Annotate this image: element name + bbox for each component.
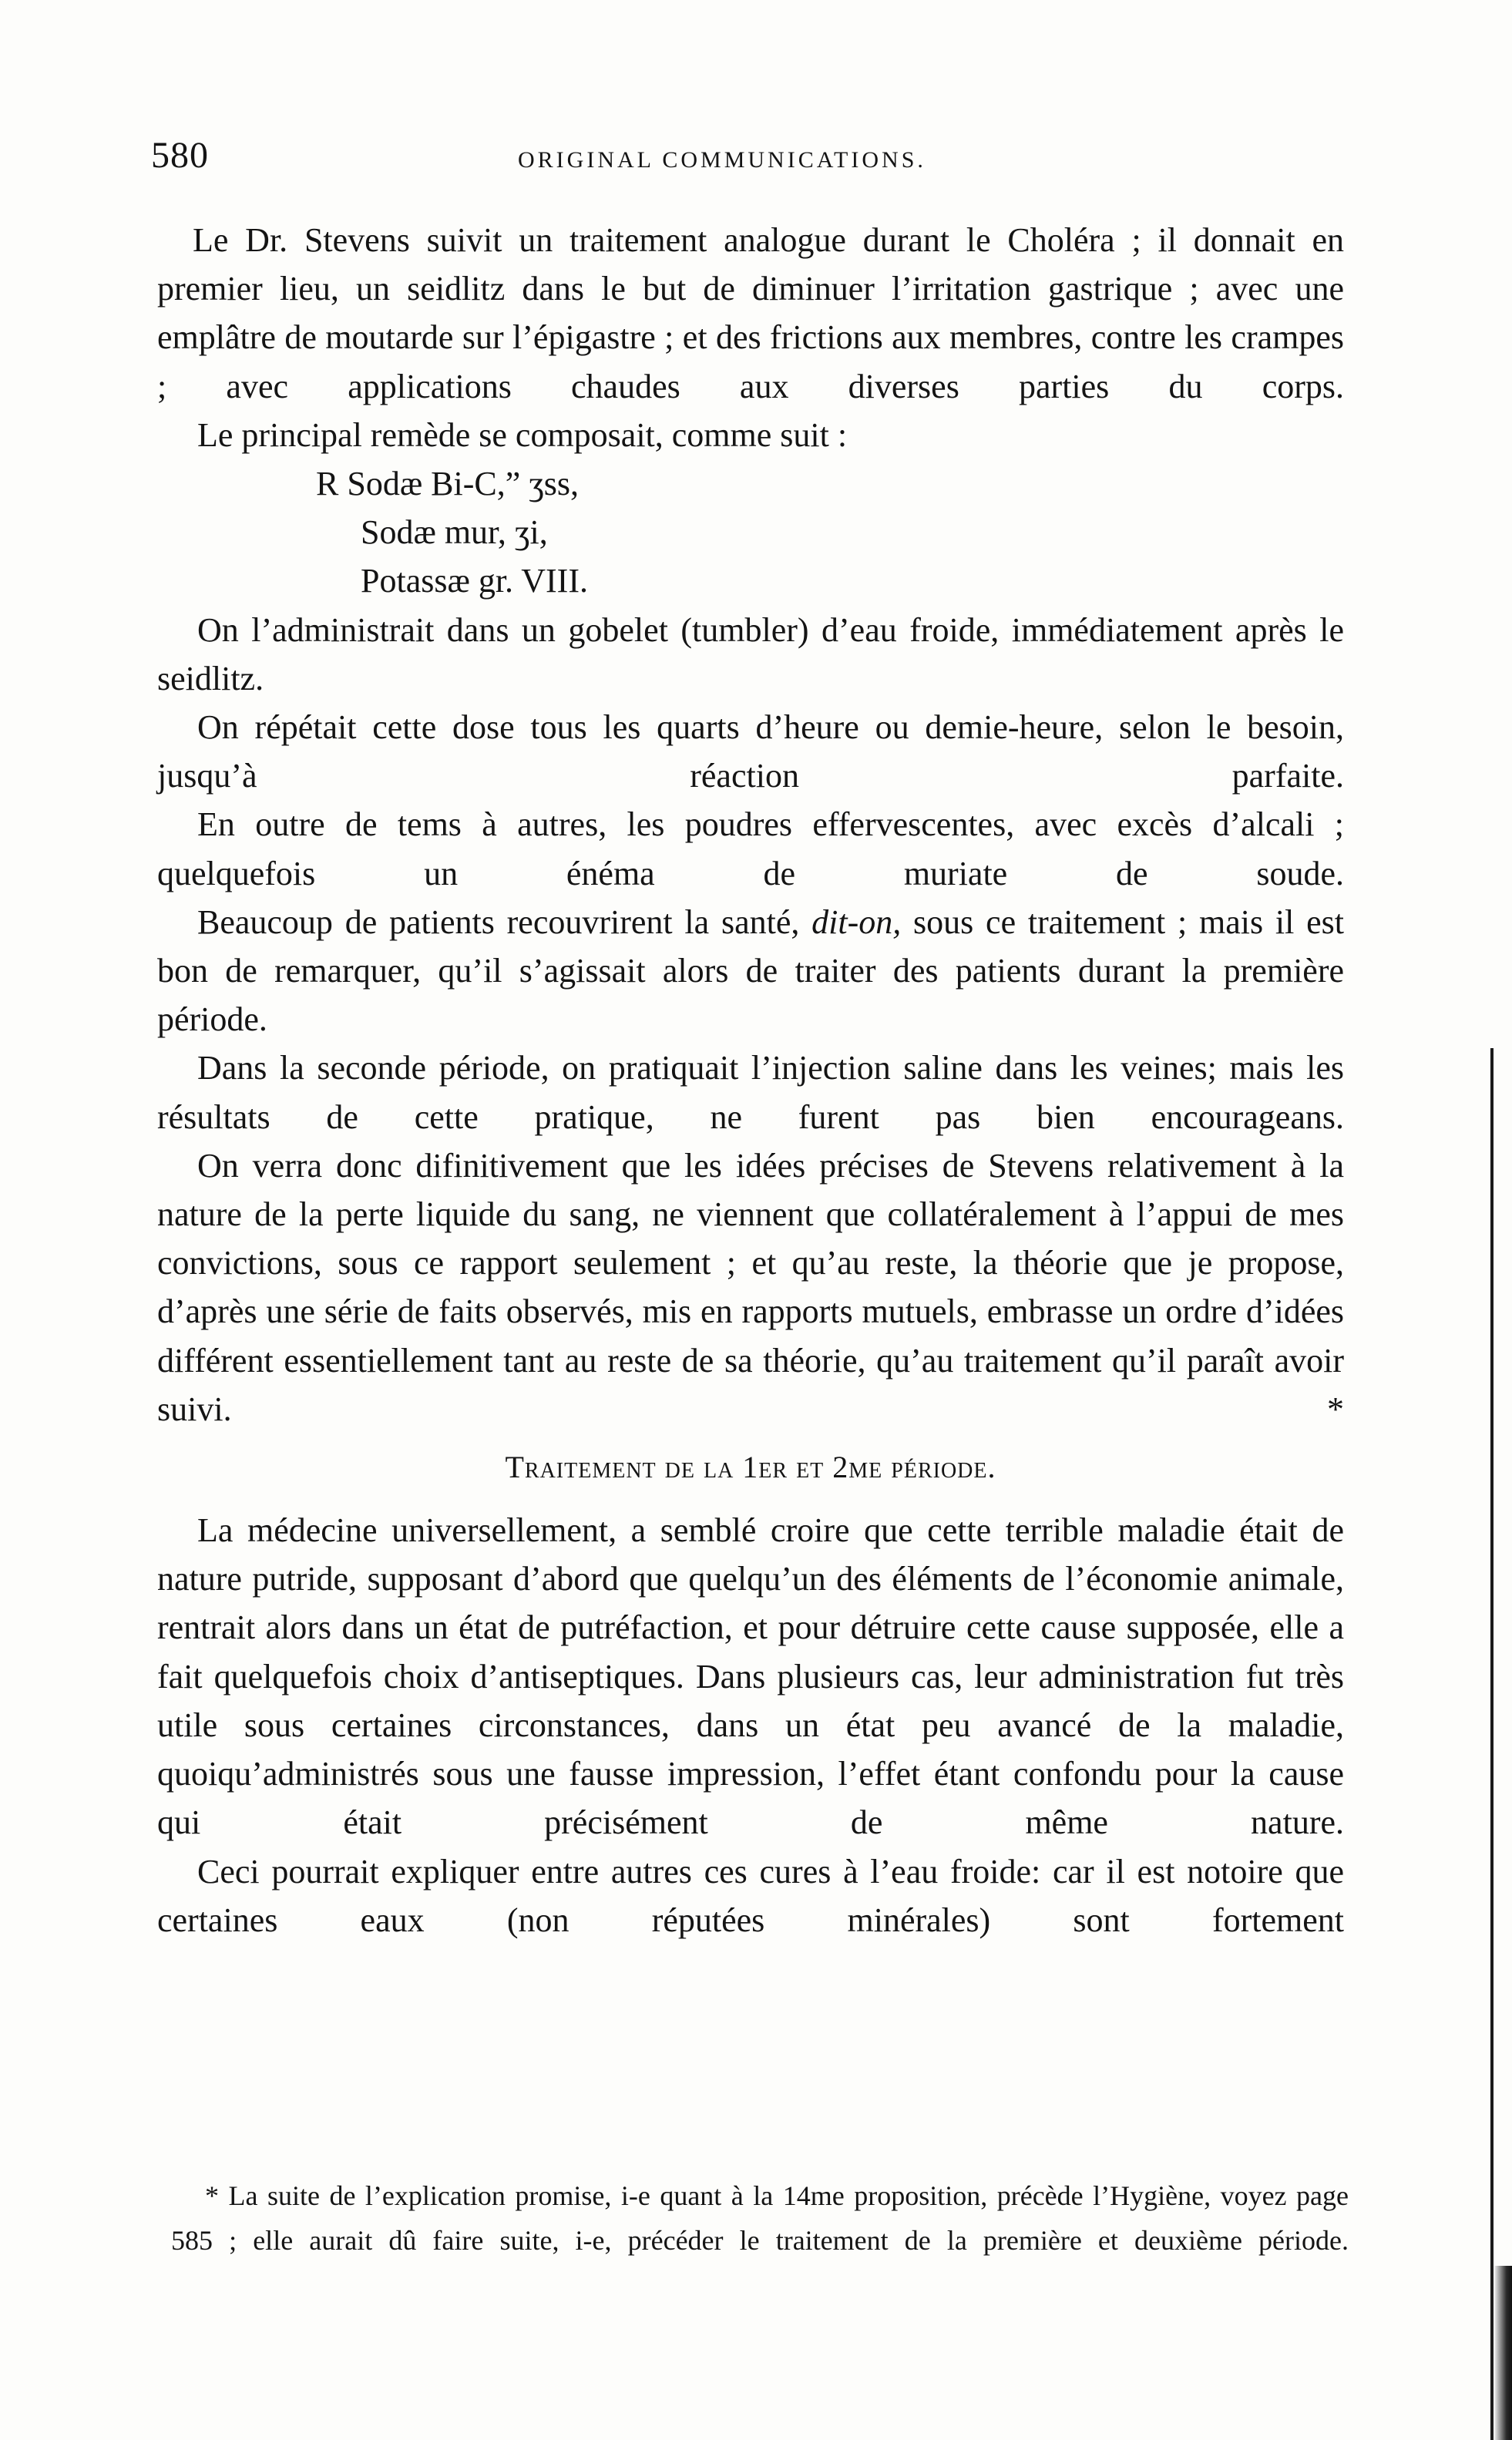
page-edge-shadow [1494,2266,1512,2440]
running-head: ORIGINAL COMMUNICATIONS. [518,147,926,173]
paragraph [157,898,1344,1044]
paragraph-text: Beaucoup de patients recouvrirent la santé, [197,902,812,941]
paragraph: On l’administrait dans un gobelet (tumbler) d’eau froide, immédiatement après le seidlitz. [157,610,1344,697]
body-text [157,216,1344,1944]
paragraph-text: sous ce traitement ; mais il est bon de remarquer, qu’il s’agissait alors de traiter des patients durant la première période. [157,902,1344,1039]
page-header [151,133,1353,187]
prescription-line: R Sodæ Bi-C,” ʒss, [316,465,580,503]
footnote [171,2173,1349,2263]
paragraph: La médecine universellement, a semblé croire que cette terrible maladie était de nature putride, supposant d’abord que quelqu’un des éléments de l’économie animale, rentrait alors dans un état de putréfaction, et pour détruire cette cause supposée, elle a fait quelquefois choix d’antiseptiques. Dans plusieurs cas, leur administration fut très utile sous certaines circonstances, dans un état peu avancé de la maladie, quoiqu’administrés sous une fausse impression, l’effet étant confondu pour la cause qui était précisément de même nature. [157,1511,1344,1842]
page-number: 580 [151,135,209,176]
italic-text: dit-on, [811,902,902,941]
section-title: Traitement de la 1er et 2me période. [505,1450,996,1485]
paragraph: En outre de tems à autres, les poudres effervescentes, avec excès d’alcali ; quelquefois un énéma de muriate de soude. [157,805,1344,892]
paragraph: Le principal remède se composait, comme suit : [197,415,848,454]
prescription-line: Sodæ mur, ʒi, [361,513,548,552]
page-edge-line [1490,1048,1494,2440]
paragraph: On répétait cette dose tous les quarts d’heure ou demie-heure, selon le besoin, jusqu’à réaction parfaite. [157,708,1344,795]
prescription-line: Potassæ gr. VIII. [361,562,588,600]
footnote-text: * La suite de l’explication promise, i-e quant à la 14me proposition, précède l’Hygiène, voyez page 585 ; elle aurait dû faire suite, i-e, précéder le traitement de la première et deuxième période. [171,2180,1349,2256]
paragraph: Ceci pourrait expliquer entre autres ces cures à l’eau froide: car il est notoire que certaines eaux (non réputées minérales) sont fortement [157,1852,1344,1939]
paragraph: Dans la seconde période, on pratiquait l’injection saline dans les veines; mais les résultats de cette pratique, ne furent pas bien encourageans. [157,1049,1344,1136]
paragraph: Le Dr. Stevens suivit un traitement analogue durant le Choléra ; il donnait en premier lieu, un seidlitz dans le but de diminuer l’irritation gastrique ; avec une emplâtre de moutarde sur l’épigastre ; et des frictions aux membres, contre les crampes ; avec applications chaudes aux diverses parties du corps. [157,221,1344,405]
paragraph: On verra donc difinitivement que les idées précises de Stevens relativement à la nature de la perte liquide du sang, ne viennent que collatéralement à l’appui de mes convictions, sous ce rapport seulement ; et qu’au reste, la théorie que je propose, d’après une série de faits observés, mis en rapports mutuels, embrasse un ordre d’idées différent essentiellement tant au reste de sa théorie, qu’au traitement qu’il paraît avoir suivi. * [157,1146,1344,1428]
